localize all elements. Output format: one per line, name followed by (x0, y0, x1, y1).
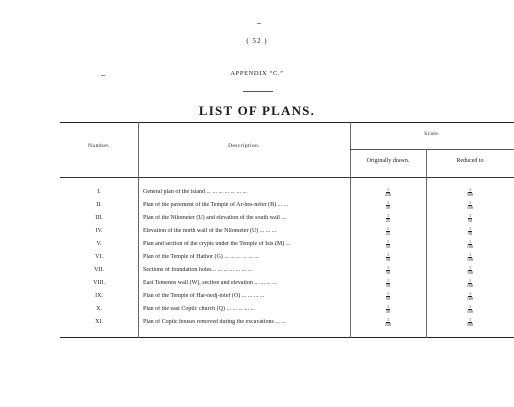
fraction-denominator: 500 (466, 322, 474, 328)
scale-reduced-to (426, 265, 514, 276)
table-row (60, 187, 514, 199)
scale-fraction (386, 253, 390, 263)
fraction-denominator: 50 (385, 296, 391, 302)
scale-reduced-to (426, 291, 514, 302)
ink-mark (257, 23, 261, 24)
scale-fraction (386, 201, 390, 211)
scale-originally-drawn (350, 252, 426, 263)
scale-fraction (467, 240, 473, 250)
appendix-heading: APPENDIX “C.” (230, 70, 284, 77)
plan-description: East Temenos wall (W), section and elevation ... ... ... ... (143, 280, 277, 286)
table-row (60, 252, 514, 264)
scale-fraction (467, 201, 473, 211)
scale-originally-drawn (350, 187, 426, 198)
plan-number: IX. (95, 293, 103, 299)
fraction-denominator: 25 (385, 231, 391, 237)
fraction-numerator: 1 (386, 213, 390, 218)
scale-reduced-to (426, 239, 514, 250)
fraction-numerator: 1 (386, 200, 390, 205)
plan-description: Plan of the pavement of the Temple of Ar-hes-nefer (B) ... ... (143, 202, 289, 208)
fraction-denominator: 100 (466, 270, 474, 276)
fraction-numerator: 1 (386, 304, 390, 309)
fraction-denominator: 50 (385, 283, 391, 289)
plan-number: VII. (94, 267, 104, 273)
fraction-numerator: 1 (468, 291, 472, 296)
scale-fraction (467, 188, 473, 198)
scale-originally-drawn (350, 200, 426, 211)
scale-fraction (385, 318, 391, 328)
table-row (60, 226, 514, 238)
fraction-numerator: 1 (386, 187, 390, 192)
scale-fraction (467, 292, 473, 302)
scale-originally-drawn (350, 317, 426, 328)
table-row (60, 239, 514, 251)
plan-description: Plan of the east Coptic church (Q) ... ... ... ... ... (143, 306, 255, 312)
scale-reduced-to (426, 226, 514, 237)
fraction-denominator: 50 (385, 309, 391, 315)
plans-table (60, 122, 514, 340)
header-number: Number. (88, 143, 110, 149)
fraction-denominator: 100 (466, 296, 474, 302)
table-bottom-rule (60, 337, 514, 338)
scale-originally-drawn (350, 239, 426, 250)
header-rule (60, 177, 514, 178)
table-row (60, 278, 514, 290)
scale-reduced-to (426, 278, 514, 289)
header-originally-drawn: Originally drawn. (366, 158, 410, 164)
plan-description: Plan of the Nilometer (U) and elevation of the south wall ... (143, 215, 286, 221)
scale-fraction (467, 305, 473, 315)
scale-fraction (467, 266, 473, 276)
header-scale: Scale. (424, 131, 440, 137)
scale-fraction (467, 318, 473, 328)
fraction-denominator: 50 (385, 244, 391, 250)
scale-fraction (386, 240, 390, 250)
table-row (60, 291, 514, 303)
fraction-numerator: 1 (468, 187, 472, 192)
fraction-numerator: 1 (468, 278, 472, 283)
table-row (60, 213, 514, 225)
plan-description: Elevation of the north wall of the Nilometer (U) ... ... ... (143, 228, 277, 234)
scale-originally-drawn (350, 226, 426, 237)
page-number: ( 52 ) (246, 37, 268, 45)
plan-description: Plan and section of the crypts under the Temple of Isis (M) ... (143, 241, 291, 247)
fraction-denominator: 100 (466, 257, 474, 263)
scale-originally-drawn (350, 213, 426, 224)
plan-description: Sections of foundation holes... ... ... ... ... ... ... (143, 267, 252, 273)
table-row (60, 265, 514, 277)
plan-description: General plan of the island ... ... ... ... ... ... ... (143, 189, 247, 195)
fraction-numerator: 1 (386, 265, 390, 270)
scale-fraction (468, 214, 472, 224)
plan-number: VIII. (93, 280, 105, 286)
scale-fraction (468, 227, 472, 237)
plan-description: Plan of Coptic houses removed during the excavations ... ... (143, 319, 286, 325)
table-top-rule (60, 122, 514, 123)
plan-number: VI. (95, 254, 103, 260)
scale-reduced-to (426, 200, 514, 211)
fraction-numerator: 1 (386, 239, 390, 244)
scale-fraction (385, 188, 391, 198)
scale-reduced-to (426, 213, 514, 224)
fraction-numerator: 1 (468, 265, 472, 270)
fraction-numerator: 1 (386, 252, 390, 257)
scale-reduced-to (426, 252, 514, 263)
fraction-numerator: 1 (386, 278, 390, 283)
fraction-denominator: 50 (385, 205, 391, 211)
heading-rule (243, 91, 273, 92)
scale-originally-drawn (350, 265, 426, 276)
fraction-denominator: 100 (466, 309, 474, 315)
plan-number: X. (96, 306, 102, 312)
fraction-denominator: 50 (385, 257, 391, 263)
scale-fraction (386, 279, 390, 289)
fraction-numerator: 1 (468, 213, 472, 218)
scale-fraction (386, 227, 390, 237)
scale-reduced-to (426, 317, 514, 328)
fraction-numerator: 1 (386, 291, 390, 296)
plan-number: XI. (95, 319, 103, 325)
plan-description: Plan of the Temple of Hathor (G) ... ... ... ... ... ... (143, 254, 259, 260)
plan-description: Plan of the Temple of Har-nedj-totef (O) ... ... ... ... (143, 293, 265, 299)
scale-fraction (386, 292, 390, 302)
fraction-denominator: 50 (385, 270, 391, 276)
fraction-numerator: 1 (468, 200, 472, 205)
scale-fraction (386, 214, 390, 224)
plan-number: II. (96, 202, 102, 208)
table-row (60, 317, 514, 329)
scale-originally-drawn (350, 278, 426, 289)
scale-subheader-rule (350, 149, 514, 150)
scale-reduced-to (426, 187, 514, 198)
scale-fraction (386, 305, 390, 315)
fraction-numerator: 1 (386, 226, 390, 231)
plan-number: V. (96, 241, 102, 247)
plan-number: I. (97, 189, 101, 195)
scale-fraction (467, 253, 473, 263)
scale-fraction (386, 266, 390, 276)
fraction-numerator: 1 (468, 239, 472, 244)
fraction-numerator: 1 (386, 317, 390, 322)
fraction-denominator: 500 (466, 192, 474, 198)
scale-originally-drawn (350, 304, 426, 315)
fraction-numerator: 1 (468, 304, 472, 309)
fraction-numerator: 1 (468, 317, 472, 322)
plan-number: IV. (95, 228, 103, 234)
header-reduced-to: Reduced to (456, 158, 484, 164)
header-description: Description. (228, 143, 260, 149)
page-title: LIST OF PLANS. (198, 103, 316, 118)
fraction-numerator: 1 (468, 226, 472, 231)
table-row (60, 304, 514, 316)
fraction-denominator: 50 (467, 218, 473, 224)
fraction-denominator: 100 (466, 205, 474, 211)
table-row (60, 200, 514, 212)
fraction-denominator: 50 (467, 231, 473, 237)
plan-number: III. (95, 215, 103, 221)
fraction-denominator: 100 (466, 244, 474, 250)
fraction-denominator: 250 (384, 192, 392, 198)
fraction-denominator: 250 (384, 322, 392, 328)
fraction-denominator: 100 (466, 283, 474, 289)
scale-originally-drawn (350, 291, 426, 302)
scale-reduced-to (426, 304, 514, 315)
fraction-numerator: 1 (468, 252, 472, 257)
scale-fraction (467, 279, 473, 289)
fraction-denominator: 25 (385, 218, 391, 224)
